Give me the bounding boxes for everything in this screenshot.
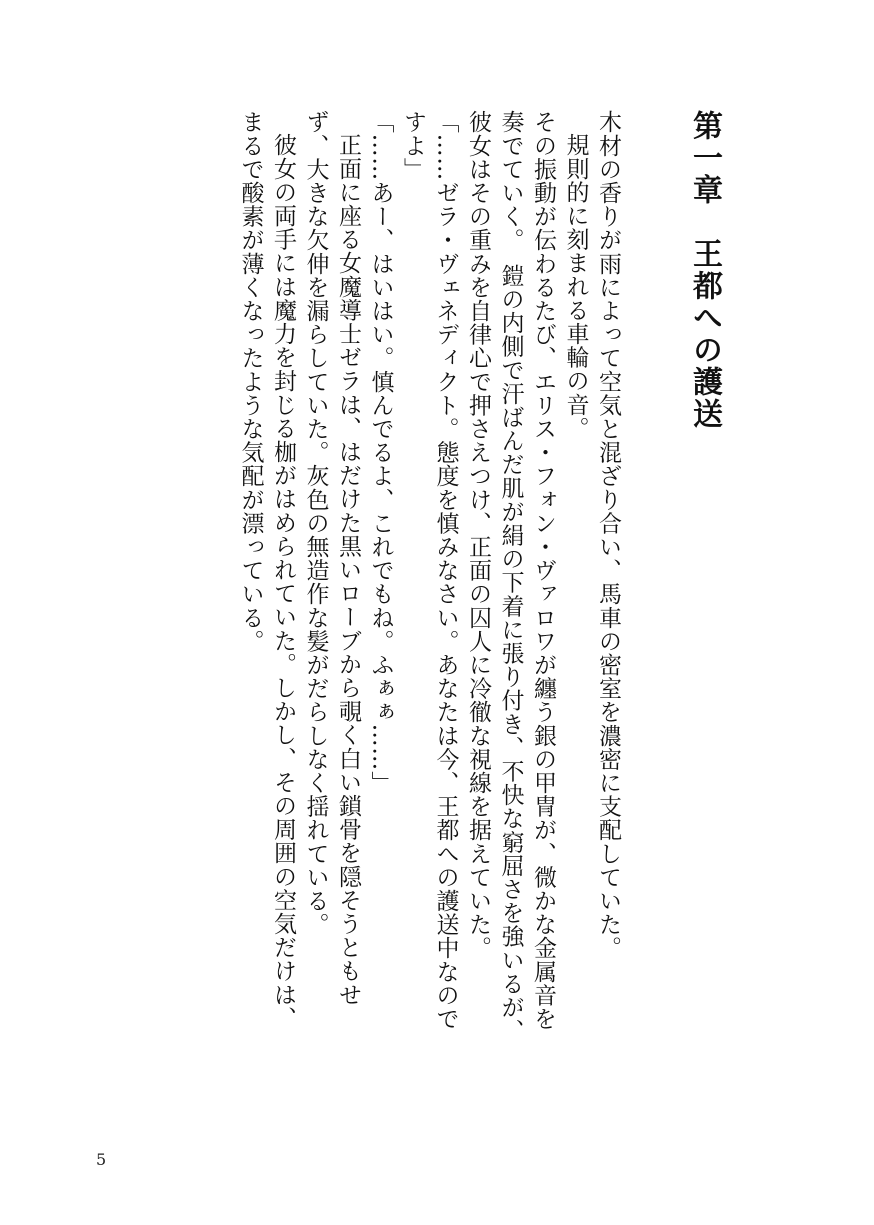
paragraph-3: その振動が伝わるたび、エリス・フォン・ヴァロワが纏う銀の甲冑が、微かな金属音を奏でていく。 鎧の内側で汗ばんだ肌が絹の下着に張り付き、不快な窮屈さを強いるが、彼女はその重みを自律心で押さえつけ、正面の囚人に冷徹な視線を据えていた。	[465, 110, 556, 1043]
paragraph-4: 正面に座る女魔導士ゼラは、はだけた黒いローブから覗く白い鎖骨を隠そうともせず、大きな欠伸を漏らしていた。灰色の無造作な髪がだらしなく揺れている。	[302, 110, 361, 1007]
vertical-text-body	[124, 110, 724, 1050]
paragraph-2: 規則的に刻まれる車輪の音。	[562, 133, 589, 440]
paragraph-1: 木材の香りが雨によって空気と混ざり合い、馬車の密室を濃密に支配していた。	[595, 110, 621, 960]
chapter-title: 第一章 王都への護送	[687, 110, 722, 430]
paragraph-5: 彼女の両手には魔力を封じる枷がはめられていた。しかし、その周囲の空気だけは、まるで酸素が薄くなったような気配が漂っている。	[237, 110, 296, 1030]
dialogue-2: 「……あー、はいはい。慎んでるよ、これでもね。ふぁぁ……」	[367, 110, 394, 795]
page-number: 5	[96, 1150, 107, 1169]
dialogue-1: 「……ゼラ・ヴェネディクト。態度を慎みなさい。あなたは今、王都への護送中なのですよ」	[400, 110, 459, 1031]
